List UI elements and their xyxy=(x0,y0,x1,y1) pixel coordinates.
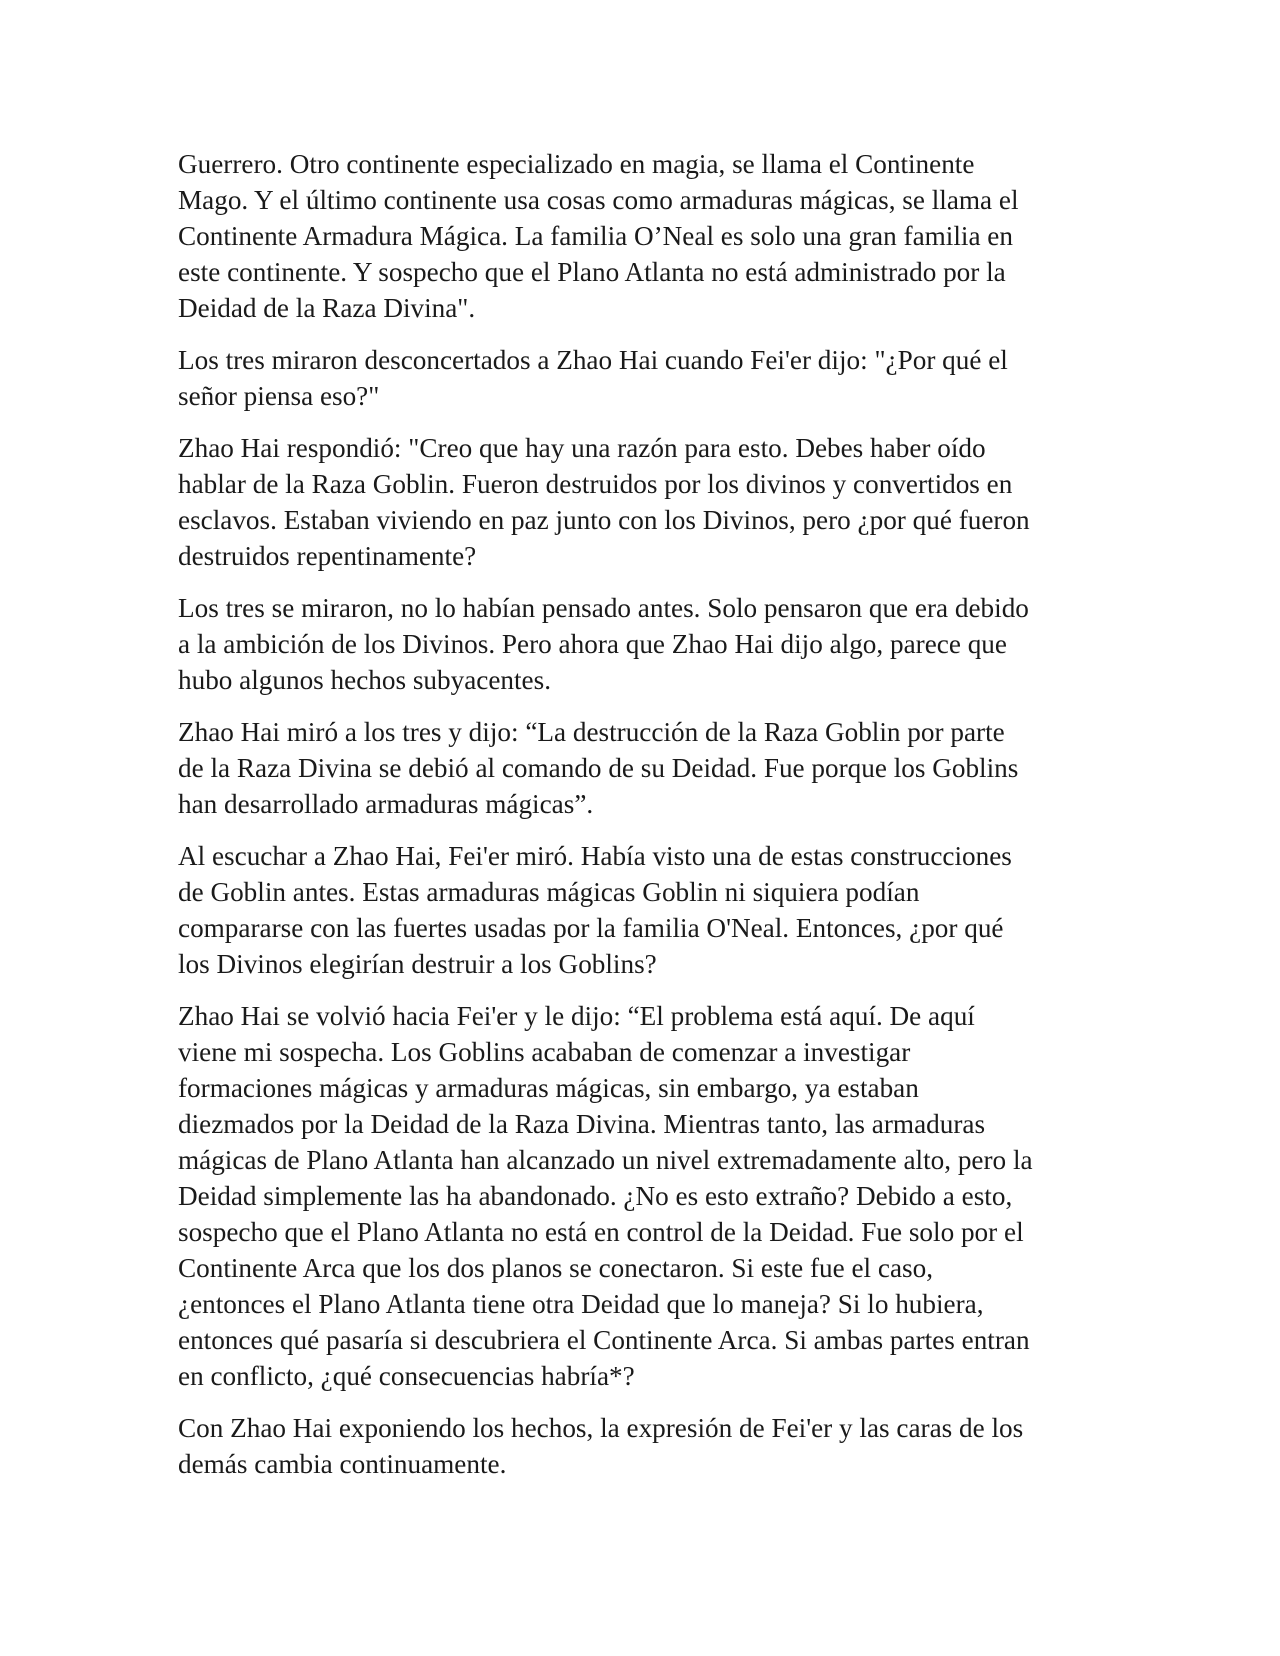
paragraph-1: Guerrero. Otro continente especializado en magia, se llama el Continente Mago. Y el último continente usa cosas como armaduras mágicas, se llama el Continente Armadura Mágica. La familia O’Neal es solo una gran familia en este continente. Y sospecho que el Plano Atlanta no está administrado por la Deidad de la Raza Divina". xyxy=(178,149,1019,323)
paragraph-2: Los tres miraron desconcertados a Zhao Hai cuando Fei'er dijo: "¿Por qué el señor piensa eso?" xyxy=(178,345,1008,411)
paragraph-4: Los tres se miraron, no lo habían pensado antes. Solo pensaron que era debido a la ambición de los Divinos. Pero ahora que Zhao Hai dijo algo, parece que hubo algunos hechos subyacentes. xyxy=(178,593,1029,695)
paragraph-7: Zhao Hai se volvió hacia Fei'er y le dijo: “El problema está aquí. De aquí viene mi sospecha. Los Goblins acababan de comenzar a investigar formaciones mágicas y armaduras mágicas, sin embargo, ya estaban diezmados por la Deidad de la Raza Divina. Mientras tanto, las armaduras mágicas de Plano Atlanta han alcanzado un nivel extremadamente alto, pero la Deidad simplemente las ha abandonado. ¿No es esto extraño? Debido a esto, sospecho que el Plano Atlanta no está en control de la Deidad. Fue solo por el Continente Arca que los dos planos se conectaron. Si este fue el caso, ¿entonces el Plano Atlanta tiene otra Deidad que lo maneja? Si lo hubiera, entonces qué pasaría si descubriera el Continente Arca. Si ambas partes entran en conflicto, ¿qué consecuencias habría*? xyxy=(178,1001,1033,1391)
paragraph-8: Con Zhao Hai exponiendo los hechos, la expresión de Fei'er y las caras de los demás cambia continuamente. xyxy=(178,1413,1024,1479)
paragraph-3: Zhao Hai respondió: "Creo que hay una razón para esto. Debes haber oído hablar de la Raza Goblin. Fueron destruidos por los divinos y convertidos en esclavos. Estaban viviendo en paz junto con los Divinos, pero ¿por qué fueron destruidos repentinamente? xyxy=(178,433,1030,571)
paragraph-6: Al escuchar a Zhao Hai, Fei'er miró. Había visto una de estas construcciones de Goblin antes. Estas armaduras mágicas Goblin ni siquiera podían compararse con las fuertes usadas por la familia O'Neal. Entonces, ¿por qué los Divinos elegirían destruir a los Goblins? xyxy=(178,841,1012,979)
document-page xyxy=(178,146,1118,1498)
paragraph-5: Zhao Hai miró a los tres y dijo: “La destrucción de la Raza Goblin por parte de la Raza Divina se debió al comando de su Deidad. Fue porque los Goblins han desarrollado armaduras mágicas”. xyxy=(178,717,1019,819)
